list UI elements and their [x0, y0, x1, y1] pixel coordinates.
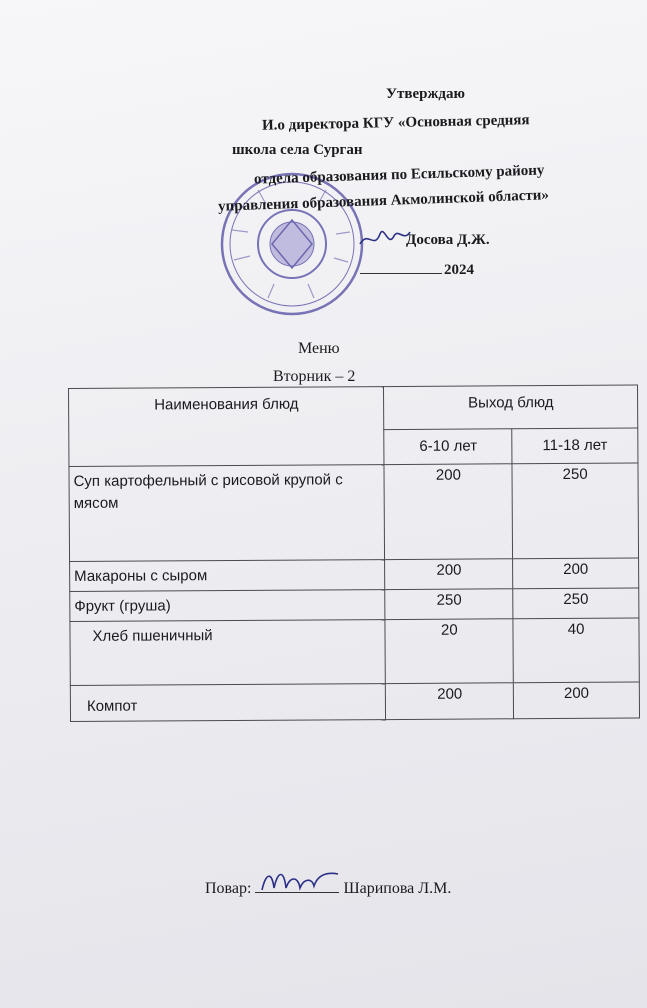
official-seal-stamp [218, 170, 366, 318]
dish-name: Макароны с сыром [70, 560, 386, 592]
director-name: Досова Д.Ж. [406, 232, 490, 248]
department-name: отдела образования по Есильскому району [253, 162, 545, 188]
portion-11-18: 250 [513, 588, 639, 619]
table-header-row [69, 385, 638, 431]
menu-title: Меню [298, 340, 340, 357]
cook-signature-line [205, 880, 451, 898]
cook-label: Повар: [205, 880, 252, 897]
approval-date [360, 262, 474, 279]
portion-6-10: 200 [384, 464, 512, 560]
director-signature [358, 220, 412, 252]
table-row [70, 558, 639, 591]
dish-name: Фрукт (груша) [70, 590, 386, 622]
menu-day: Вторник – 2 [273, 368, 356, 385]
table-row [69, 463, 639, 561]
portion-6-10: 20 [385, 619, 513, 684]
signature-blank-line [255, 892, 339, 893]
dish-name: Компот [70, 684, 386, 722]
portion-6-10: 250 [385, 589, 513, 620]
administration-name: управления образования Акмолинской области» [217, 187, 550, 215]
header-dish-name: Наименования блюд [69, 387, 385, 467]
portion-6-10: 200 [385, 559, 513, 590]
header-age-11-18: 11-18 лет [512, 428, 638, 464]
approver-title: И.о директора КГУ «Основная средняя [261, 112, 530, 134]
portion-11-18: 200 [514, 682, 640, 719]
approval-year: 2024 [444, 262, 474, 278]
header-output: Выход блюд [384, 385, 638, 430]
dish-name: Суп картофельный с рисовой крупой с мясом [69, 465, 385, 562]
table-row [70, 588, 639, 621]
portion-11-18: 250 [512, 463, 638, 559]
table-row [70, 682, 639, 721]
dish-name: Хлеб пшеничный [70, 620, 386, 686]
header-age-6-10: 6-10 лет [384, 429, 512, 465]
cook-name: Шарипова Л.М. [343, 880, 452, 897]
table-row [70, 618, 639, 685]
portion-6-10: 200 [386, 683, 514, 720]
school-name: школа села Сурган [232, 142, 363, 158]
portion-11-18: 40 [513, 618, 639, 683]
portion-11-18: 200 [513, 558, 639, 589]
approve-heading: Утверждаю [386, 86, 465, 102]
menu-table [68, 385, 640, 722]
date-blank-line [360, 273, 442, 274]
